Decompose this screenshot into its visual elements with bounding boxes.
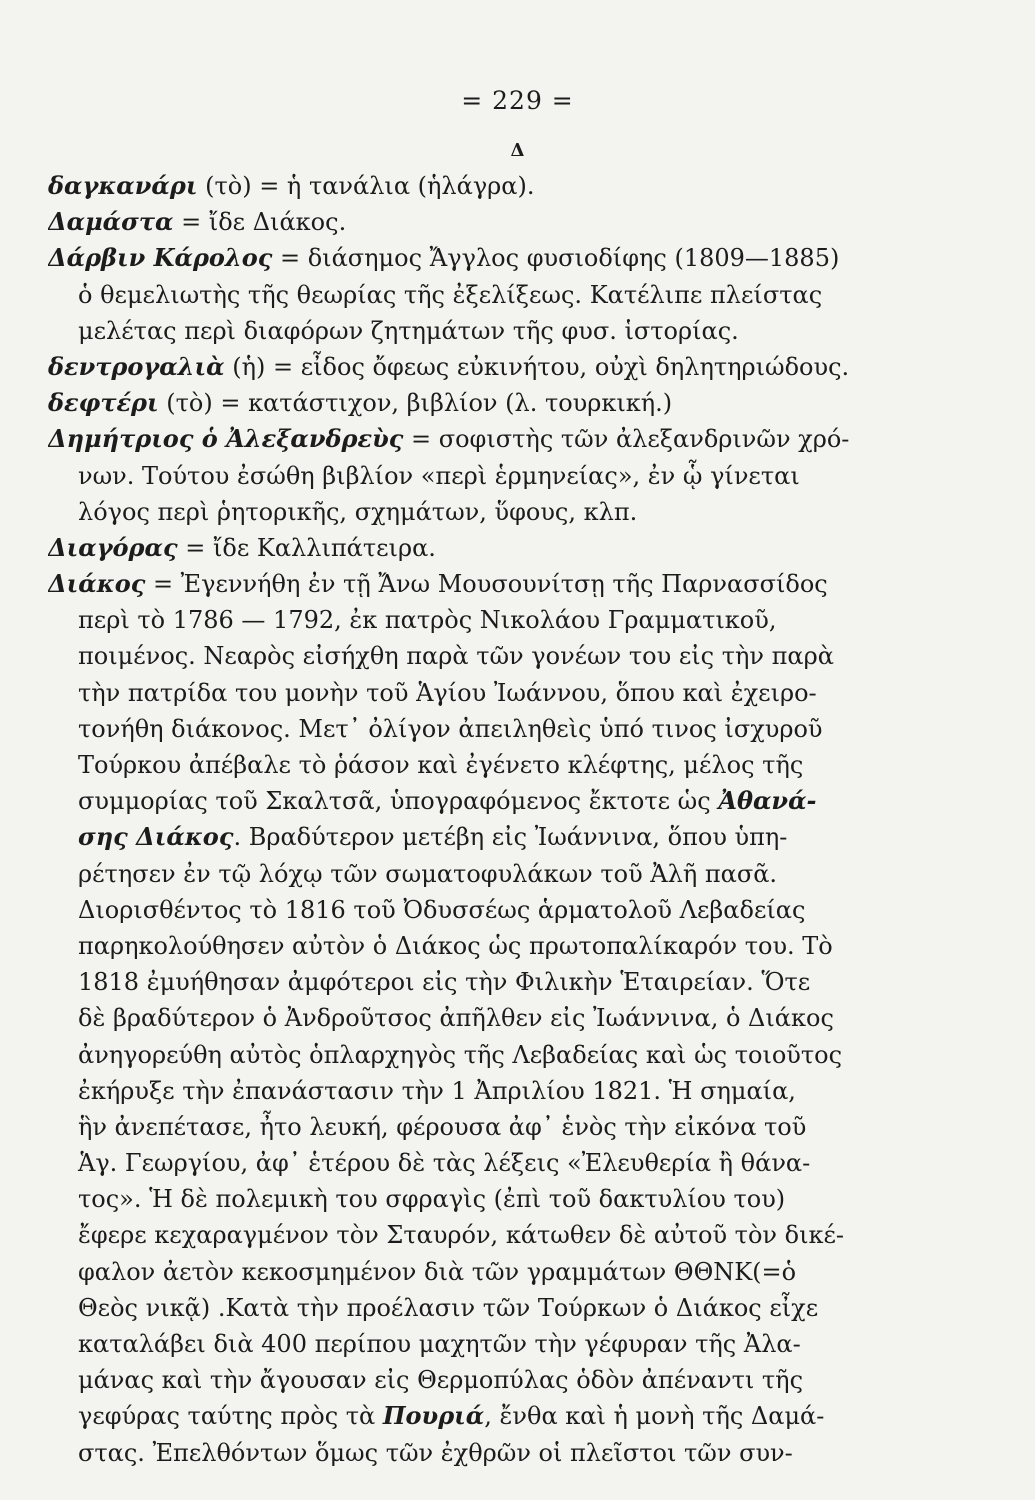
text-line: [48, 747, 938, 783]
text-segment: ἣν ἀνεπέτασε, ἦτο λευκή, φέρουσα ἀφ᾽ ἑνὸς τὴν εἰκόνα τοῦ: [78, 1112, 807, 1141]
text-segment: δὲ βραδύτερον ὁ Ἀνδροῦτσος ἀπῆλθεν εἰς Ἰωάννινα, ὁ Διάκος: [78, 1004, 834, 1033]
text-segment: ἔφερε κεχαραγμένον τὸν Σταυρόν, κάτωθεν δὲ αὐτοῦ τὸν δικέ-: [78, 1221, 845, 1250]
text-line: [48, 602, 938, 638]
headword: δεντρογαλιὰ: [48, 351, 225, 381]
text-segment: = διάσημος Ἄγγλος φυσιοδίφης (1809—1885): [272, 244, 840, 273]
text-line: [48, 1254, 938, 1290]
text-segment: ἐκήρυξε τὴν ἐπανάστασιν τὴν 1 Ἀπριλίου 1821. Ἡ σημαία,: [78, 1076, 796, 1105]
text-segment: ποιμένος. Νεαρὸς εἰσήχθη παρὰ τῶν γονέων του εἰς τὴν παρὰ: [78, 642, 834, 671]
headword: σης Διάκος: [78, 822, 234, 852]
text-segment: (τὸ) = ἡ τανάλια (ἡλάγρα).: [197, 172, 535, 200]
text-line: [48, 892, 938, 928]
text-line: [48, 783, 938, 819]
text-segment: παρηκολούθησεν αὐτὸν ὁ Διάκος ὡς πρωτοπαλίκαρόν του. Τὸ: [78, 931, 833, 960]
text-segment: γεφύρας ταύτης πρὸς τὰ: [78, 1402, 383, 1431]
text-line: [48, 1000, 938, 1036]
text-line: [48, 1326, 938, 1362]
headword: Ἀθανά-: [718, 786, 817, 816]
text-segment: = σοφιστὴς τῶν ἀλεξανδρινῶν χρό-: [403, 425, 850, 454]
text-line: [48, 1217, 938, 1253]
text-segment: μελέτας περὶ διαφόρων ζητημάτων τῆς φυσ. ἱστορίας.: [78, 316, 739, 345]
text-segment: μάνας καὶ τὴν ἄγουσαν εἰς Θερμοπύλας ὁδὸν ἀπέναντι τῆς: [78, 1366, 804, 1395]
text-line: [48, 1109, 938, 1145]
text-line: [48, 819, 938, 855]
text-segment: ἀνηγορεύθη αὐτὸς ὁπλαρχηγὸς τῆς Λεβαδείας καὶ ὡς τοιοῦτος: [78, 1040, 843, 1069]
text-segment: Ἁγ. Γεωργίου, ἀφ᾽ ἑτέρου δὲ τὰς λέξεις «Ἐλευθερία ἢ θάνα-: [78, 1149, 811, 1178]
text-line: [48, 349, 938, 385]
text-line: [48, 1362, 938, 1398]
text-segment: φαλον ἀετὸν κεκοσμημένον διὰ τῶν γραμμάτων ΘΘΝΚ(=ὁ: [78, 1257, 797, 1286]
text-line: [48, 458, 938, 494]
text-segment: , ἔνθα καὶ ἡ μονὴ τῆς Δαμά-: [484, 1402, 825, 1431]
text-line: [48, 638, 938, 674]
text-segment: νων. Τούτου ἐσώθη βιβλίον «περὶ ἑρμηνείας», ἐν ᾧ γίνεται: [78, 461, 800, 490]
headword: δαγκανάρι: [48, 171, 198, 200]
text-segment: περὶ τὸ 1786 — 1792, ἐκ πατρὸς Νικολάου Γραμματικοῦ,: [78, 606, 777, 635]
text-line: [48, 168, 938, 204]
text-line: [48, 856, 938, 892]
text-segment: λόγος περὶ ῥητορικῆς, σχημάτων, ὕφους, κλπ.: [78, 497, 638, 526]
headword: Διάκος: [48, 569, 146, 599]
text-segment: ὁ θεμελιωτὴς τῆς θεωρίας τῆς ἐξελίξεως. Κατέλιπε πλείστας: [78, 280, 823, 309]
text-line: [48, 675, 938, 711]
text-segment: . Βραδύτερον μετέβη εἰς Ἰωάννινα, ὅπου ὑπη-: [233, 823, 788, 852]
headword: Δαμάστα: [48, 207, 174, 237]
text-line: [48, 421, 938, 457]
text-line: [48, 566, 938, 602]
text-segment: (ἡ) = εἶδος ὄφεως εὐκινήτου, οὐχὶ δηλητηριώδους.: [224, 352, 850, 381]
text-line: [48, 494, 938, 530]
headword: Δάρβιν Κάρολος: [48, 243, 273, 273]
text-segment: στας. Ἐπελθόντων ὅμως τῶν ἐχθρῶν οἱ πλεῖστοι τῶν συν-: [78, 1438, 793, 1467]
text-segment: τὴν πατρίδα του μονὴν τοῦ Ἁγίου Ἰωάννου, ὅπου καὶ ἐχειρο-: [78, 678, 817, 707]
text-line: [48, 1290, 938, 1326]
page-number-header: = 229 =: [461, 86, 574, 115]
headword: Πουριά: [382, 1401, 485, 1431]
text-line: [48, 711, 938, 747]
headword: Διαγόρας: [48, 532, 178, 562]
text-line: [48, 1435, 938, 1471]
text-segment: Θεὸς νικᾷ) .Κατὰ τὴν προέλασιν τῶν Τούρκων ὁ Διάκος εἶχε: [78, 1293, 819, 1322]
text-line: [48, 1398, 938, 1434]
text-segment: Τούρκου ἀπέβαλε τὸ ῥάσον καὶ ἐγένετο κλέφτης, μέλος τῆς: [78, 751, 804, 779]
text-segment: τονήθη διάκονος. Μετ᾽ ὀλίγον ἀπειληθεὶς ὑπό τινος ἰσχυροῦ: [78, 714, 823, 743]
text-segment: ρέτησεν ἐν τῷ λόχῳ τῶν σωματοφυλάκων τοῦ Ἀλῆ πασᾶ.: [78, 859, 778, 888]
text-line: [48, 385, 938, 421]
headword: δεφτέρι: [48, 388, 159, 418]
headword: Δημήτριος ὁ Ἀλεξανδρεὺς: [48, 424, 404, 454]
text-line: [48, 530, 938, 566]
text-line: [48, 313, 938, 349]
dictionary-text-body: [48, 168, 938, 1471]
text-line: [48, 277, 938, 313]
text-segment: = ἴδε Διάκος.: [173, 208, 347, 237]
text-line: [48, 1181, 938, 1217]
text-segment: Διορισθέντος τὸ 1816 τοῦ Ὀδυσσέως ἁρματολοῦ Λεβαδείας: [78, 895, 806, 924]
text-segment: = ἴδε Καλλιπάτειρα.: [177, 533, 436, 562]
text-line: [48, 240, 938, 276]
text-segment: 1818 ἐμυήθησαν ἀμφότεροι εἰς τὴν Φιλικὴν Ἑταιρείαν. Ὅτε: [78, 968, 811, 997]
text-segment: συμμορίας τοῦ Σκαλτσᾶ, ὑπογραφόμενος ἔκτοτε ὡς: [78, 787, 719, 816]
text-segment: = Ἐγεννήθη ἐν τῇ Ἄνω Μουσουνίτσῃ τῆς Παρνασσίδος: [145, 570, 828, 599]
text-segment: καταλάβει διὰ 400 περίπου μαχητῶν τὴν γέφυραν τῆς Ἀλα-: [78, 1330, 801, 1358]
text-segment: τος». Ἡ δὲ πολεμικὴ του σφραγὶς (ἐπὶ τοῦ δακτυλίου του): [78, 1185, 786, 1214]
text-line: [48, 964, 938, 1000]
text-line: [48, 204, 938, 240]
text-segment: (τὸ) = κατάστιχον, βιβλίον (λ. τουρκική.): [158, 389, 673, 418]
text-line: [48, 1073, 938, 1109]
text-line: [48, 1145, 938, 1181]
text-line: [48, 928, 938, 964]
section-letter: Δ: [510, 140, 525, 161]
text-line: [48, 1037, 938, 1073]
